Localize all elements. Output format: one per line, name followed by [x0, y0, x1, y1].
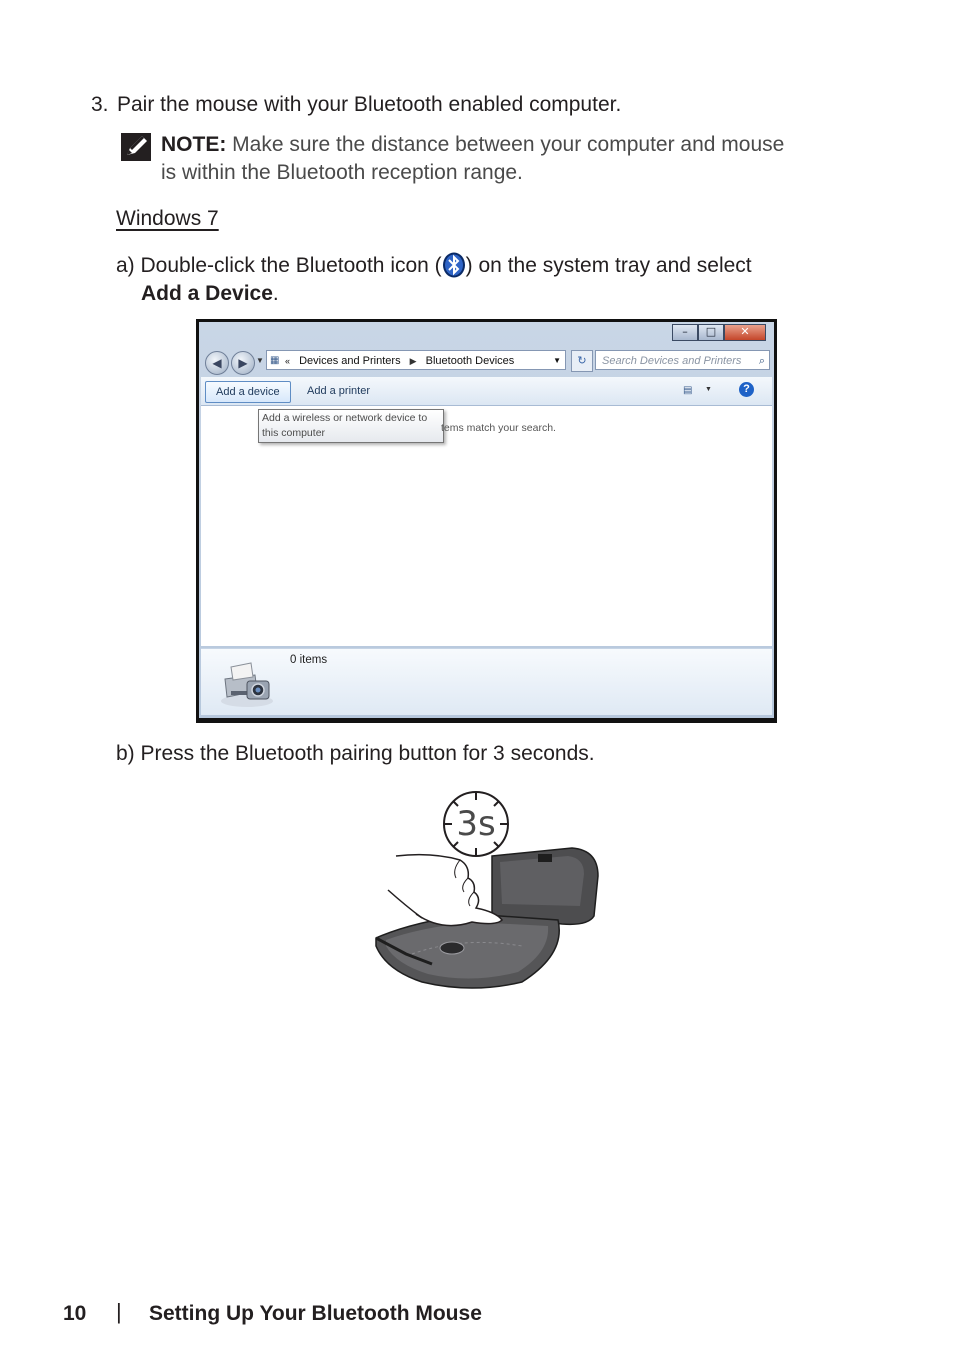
window-frame [199, 322, 774, 718]
page-number: 10 [63, 1302, 87, 1325]
footer-title: Setting Up Your Bluetooth Mouse [149, 1302, 482, 1325]
substep-a-text-2: ) on the system tray and select [465, 254, 752, 277]
address-bar[interactable] [266, 350, 566, 370]
note-line-2: is within the Bluetooth reception range. [161, 161, 523, 184]
add-device-button[interactable]: Add a device [205, 381, 291, 403]
tooltip-line-1: Add a wireless or network device to [262, 412, 428, 424]
add-device-label: Add a Device [141, 282, 273, 305]
add-device-tooltip [258, 409, 444, 443]
bluetooth-icon [442, 252, 466, 278]
note-pencil-icon [121, 133, 151, 161]
add-printer-button[interactable]: Add a printer [307, 385, 370, 397]
refresh-icon[interactable]: ↻ [571, 350, 593, 372]
note-label: NOTE: [161, 133, 227, 156]
os-heading: Windows 7 [116, 207, 219, 230]
substep-a-text-1: a) Double-click the Bluetooth icon ( [116, 254, 442, 277]
breadcrumb-devices[interactable]: Devices and Printers [299, 355, 401, 367]
no-items-message: tems match your search. [441, 422, 556, 434]
view-icon[interactable]: ▤ [683, 385, 693, 396]
close-icon[interactable]: ✕ [724, 324, 766, 341]
mouse-pairing-illustration [372, 786, 604, 996]
period: . [272, 282, 279, 305]
step-text: Pair the mouse with your Bluetooth enabled computer. [117, 93, 622, 116]
folder-icon: ▦ [270, 355, 280, 366]
printer-camera-icon [217, 655, 275, 709]
view-dropdown-icon[interactable]: ▼ [705, 386, 712, 393]
search-input[interactable] [595, 350, 770, 370]
command-bar [201, 377, 772, 406]
help-icon[interactable]: ? [739, 382, 754, 397]
chevron-icon: « [285, 356, 291, 366]
details-pane [201, 648, 772, 715]
title-buttons [672, 324, 766, 341]
minimize-icon[interactable]: – [672, 324, 698, 341]
note-line-1 [161, 131, 784, 159]
footer-divider: | [116, 1299, 122, 1324]
breadcrumb-arrow-icon: ▶ [409, 356, 417, 366]
step-number: 3. [91, 93, 109, 116]
timer-label: 3s [456, 804, 496, 844]
item-count: 0 items [290, 654, 328, 666]
search-placeholder: Search Devices and Printers [602, 355, 742, 367]
tooltip-line-2: this computer [262, 427, 326, 439]
maximize-icon[interactable]: □ [698, 324, 724, 341]
substep-a-line-2 [141, 280, 279, 308]
address-dropdown-icon[interactable]: ▼ [553, 356, 561, 365]
back-arrow-icon[interactable]: ◀ [205, 351, 229, 375]
content-pane [201, 406, 772, 646]
history-dropdown-icon[interactable]: ▼ [256, 356, 264, 365]
substep-b-text: b) Press the Bluetooth pairing button for 3 seconds. [116, 742, 595, 765]
search-icon[interactable]: ⌕ [758, 355, 765, 367]
breadcrumb-bluetooth[interactable]: Bluetooth Devices [425, 355, 515, 367]
devices-window-screenshot [196, 319, 777, 723]
substep-a-line-1 [116, 252, 752, 280]
note-text-1: Make sure the distance between your computer and mouse [232, 133, 785, 156]
forward-arrow-icon[interactable]: ▶ [231, 351, 255, 375]
